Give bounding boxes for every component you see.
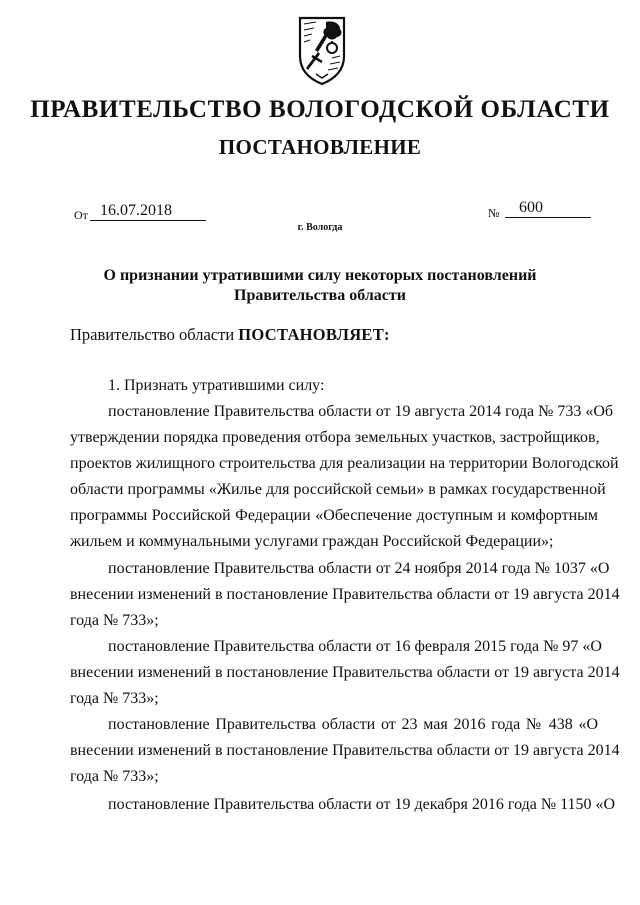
paragraph-line: года № 733»; [70, 768, 159, 785]
paragraph-line: проектов жилищного строительства для реализации на территории Вологодской [70, 455, 619, 472]
document-date: 16.07.2018 [90, 203, 206, 221]
paragraph-line: жильем и коммунальными услугами граждан Российской Федерации»; [70, 533, 554, 550]
paragraph-line: внесении изменений в постановление Правительства области от 19 августа 2014 [70, 742, 620, 759]
document-type: ПОСТАНОВЛЕНИЕ [218, 135, 422, 159]
decree-prefix: Правительство области [70, 325, 235, 344]
government-title: ПРАВИТЕЛЬСТВО ВОЛОГОДСКОЙ ОБЛАСТИ [30, 96, 610, 123]
document-number: 600 [505, 200, 591, 218]
paragraph-line: постановление Правительства области от 16 февраля 2015 года № 97 «О [108, 638, 602, 655]
paragraph-line: постановление Правительства области от 24 ноября 2014 года № 1037 «О [108, 560, 610, 577]
document-subject [0, 266, 640, 306]
subject-line-2: Правительства области [234, 287, 406, 304]
number-prefix: № [488, 206, 500, 220]
paragraph-line: внесении изменений в постановление Правительства области от 19 августа 2014 [70, 664, 620, 681]
paragraph-line: утверждении порядка проведения отбора земельных участков, застройщиков, [70, 429, 600, 446]
paragraph-line: внесении изменений в постановление Правительства области от 19 августа 2014 [70, 586, 620, 603]
city: г. Вологда [297, 222, 343, 233]
decree-word: ПОСТАНОВЛЯЕТ: [238, 325, 390, 344]
paragraph-line: постановление Правительства области от 19 августа 2014 года № 733 «Об [108, 403, 614, 420]
paragraph-line: области программы «Жилье для российской семьи» в рамках государственной [70, 481, 606, 498]
subject-line-1: О признании утратившими силу некоторых постановлений [103, 267, 537, 284]
paragraph-line: года № 733»; [70, 690, 159, 707]
coat-of-arms-emblem [296, 14, 348, 86]
decree-line [70, 325, 390, 345]
paragraph-line: постановление Правительства области от 23 мая 2016 года № 438 «О [108, 716, 598, 733]
paragraph-line: года № 733»; [70, 612, 159, 629]
paragraph-line: программы Российской Федерации «Обеспечение доступным и комфортным [70, 507, 598, 524]
item-1-heading: 1. Признать утратившими силу: [108, 377, 325, 394]
paragraph-line: постановление Правительства области от 19 декабря 2016 года № 1150 «О [108, 796, 616, 813]
date-prefix: От [74, 208, 88, 222]
